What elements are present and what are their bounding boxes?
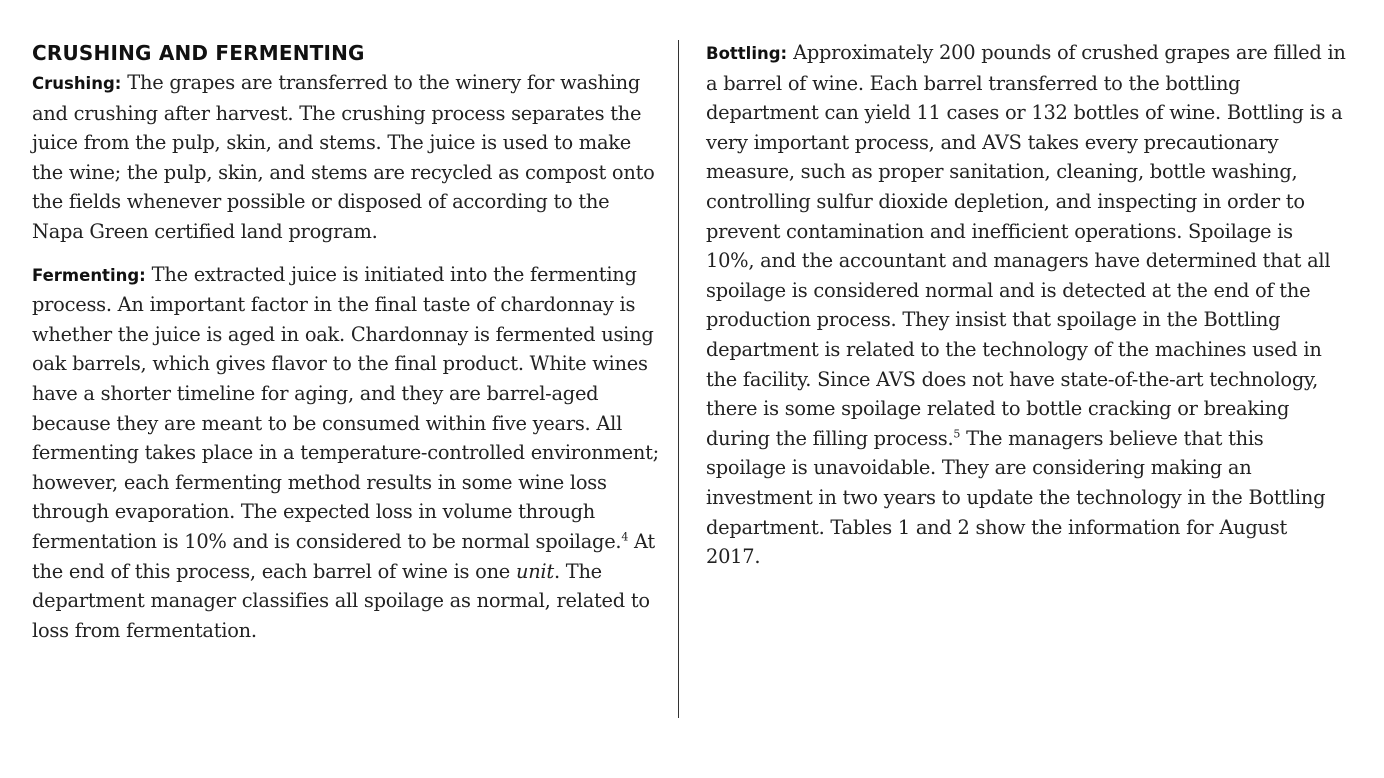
right-column xyxy=(706,38,1346,572)
bottling-label: Bottling: xyxy=(706,44,788,63)
crushing-text: The grapes are transferred to the winery for washing and crushing after harvest. The crushing process separates the juice from the pulp, skin, and stems. The juice is used to make the wine; the pulp, skin, and stems are recycled as compost onto the fields whenever possible or disposed of according to the Napa Green certified land program. xyxy=(32,71,655,243)
bottling-text-continued: The managers believe that this spoilage is unavoidable. They are considering making an investment in two years to update the technology in the Bottling department. Tables 1 and 2 show the information for August 2017. xyxy=(706,426,1326,569)
crushing-label: Crushing: xyxy=(32,74,122,93)
section-heading: CRUSHING AND FERMENTING xyxy=(32,41,365,65)
column-divider xyxy=(678,40,679,718)
fermenting-text: The extracted juice is initiated into the fermenting process. An important factor in the final taste of chardonnay is whether the juice is aged in oak. Chardonnay is fermented using oak barrels, which gives flavor to the final product. White wines have a shorter timeline for aging, and they are barrel-aged because they are meant to be consumed within five years. All fermenting takes place in a temperature-controlled environment; however, each fermenting method results in some wine loss through evaporation. The expected loss in volume through fermentation is 10% and is considered to be normal spoilage. xyxy=(32,262,659,553)
fermenting-text-end: . The department manager classifies all spoilage as normal, related to loss from fermentation. xyxy=(32,559,650,642)
fermenting-paragraph xyxy=(32,260,664,646)
footnote-marker-5: 5 xyxy=(953,427,961,441)
left-column xyxy=(32,38,664,645)
fermenting-label: Fermenting: xyxy=(32,265,146,285)
crushing-paragraph xyxy=(32,68,664,247)
fermenting-text-continued: At the end of this process, each barrel of wine is one xyxy=(32,529,655,583)
footnote-marker-4: 4 xyxy=(621,530,629,544)
unit-term: unit xyxy=(515,559,554,583)
bottling-paragraph xyxy=(706,38,1346,572)
bottling-text: Approximately 200 pounds of crushed grapes are filled in a barrel of wine. Each barrel transferred to the bottling department can yield 11 cases or 132 bottles of wine. Bottling is a very important process, and AVS takes every precautionary measure, such as proper sanitation, cleaning, bottle washing, controlling sulfur dioxide depletion, and inspecting in order to prevent contamination and inefficient operations. Spoilage is 10%, and the accountant and managers have determined that all spoilage is considered normal and is detected at the end of the production process. They insist that spoilage in the Bottling department is related to the technology of the machines used in the facility. Since AVS does not have state-of-the-art technology, there is some spoilage related to bottle cracking or breaking during the filling process. xyxy=(706,41,1346,450)
